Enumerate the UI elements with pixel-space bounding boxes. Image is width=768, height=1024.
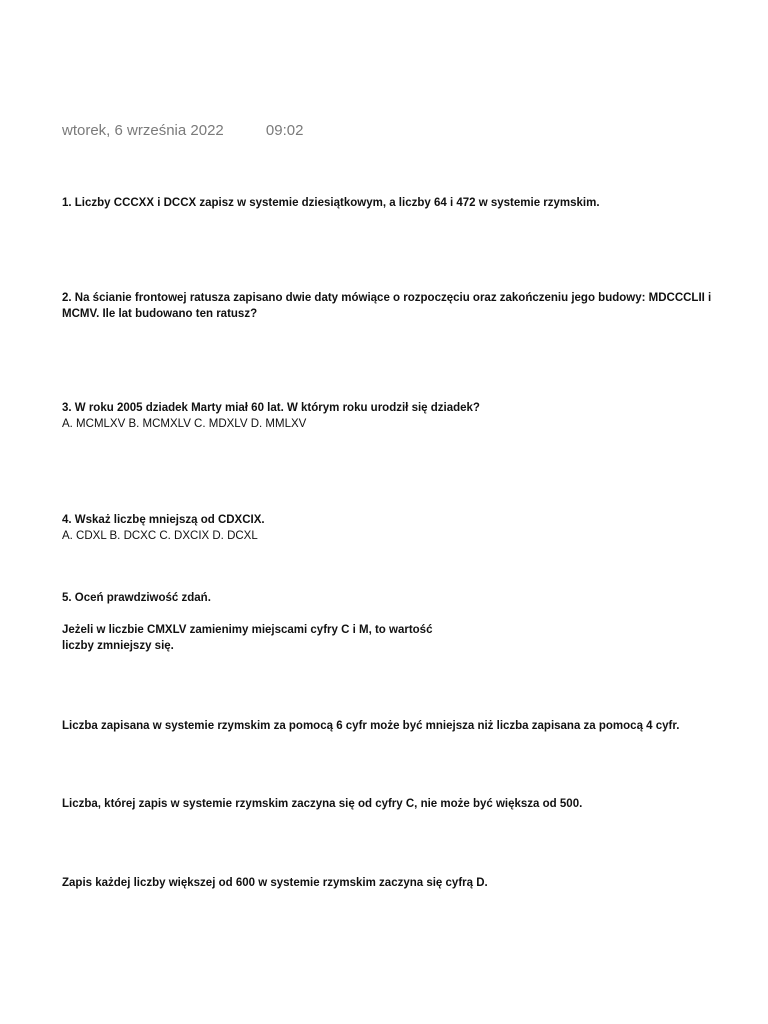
note-date: wtorek, 6 września 2022 [62, 122, 224, 139]
question-2 [62, 290, 728, 322]
statement-3 [62, 796, 732, 812]
question-4-options: A. CDXL B. DCXC C. DXCIX D. DCXL [62, 530, 258, 542]
question-1 [62, 195, 732, 211]
statement-4 [62, 875, 732, 891]
question-4 [62, 512, 732, 544]
question-3-options: A. MCMLXV B. MCMXLV C. MDXLV D. MMLXV [62, 418, 307, 430]
note-time: 09:02 [265, 122, 304, 139]
note-timestamp [62, 122, 303, 139]
question-4-text: 4. Wskaż liczbę mniejszą od CDXCIX. [62, 514, 265, 526]
statement-3-text: Liczba, której zapis w systemie rzymskim zaczyna się od cyfry C, nie może być większa od 500. [62, 798, 583, 810]
statement-1-text: Jeżeli w liczbie CMXLV zamienimy miejscami cyfry C i M, to wartość liczby zmniejszy się. [62, 624, 433, 652]
statement-2 [62, 718, 732, 734]
question-5 [62, 590, 732, 606]
question-3 [62, 400, 732, 432]
question-5-text: 5. Oceń prawdziwość zdań. [62, 592, 211, 604]
question-3-text: 3. W roku 2005 dziadek Marty miał 60 lat. W którym roku urodził się dziadek? [62, 402, 480, 414]
statement-2-text: Liczba zapisana w systemie rzymskim za pomocą 6 cyfr może być mniejsza niż liczba zapisana za pomocą 4 cyfr. [62, 720, 680, 732]
question-2-text: 2. Na ścianie frontowej ratusza zapisano dwie daty mówiące o rozpoczęciu oraz zakończeniu jego budowy: MDCCCLII i MCMV. Ile lat budowano ten ratusz? [62, 292, 712, 320]
statement-1 [62, 622, 452, 654]
question-1-text: 1. Liczby CCCXX i DCCX zapisz w systemie dziesiątkowym, a liczby 64 i 472 w systemie rzymskim. [62, 197, 600, 209]
statement-4-text: Zapis każdej liczby większej od 600 w systemie rzymskim zaczyna się cyfrą D. [62, 877, 488, 889]
